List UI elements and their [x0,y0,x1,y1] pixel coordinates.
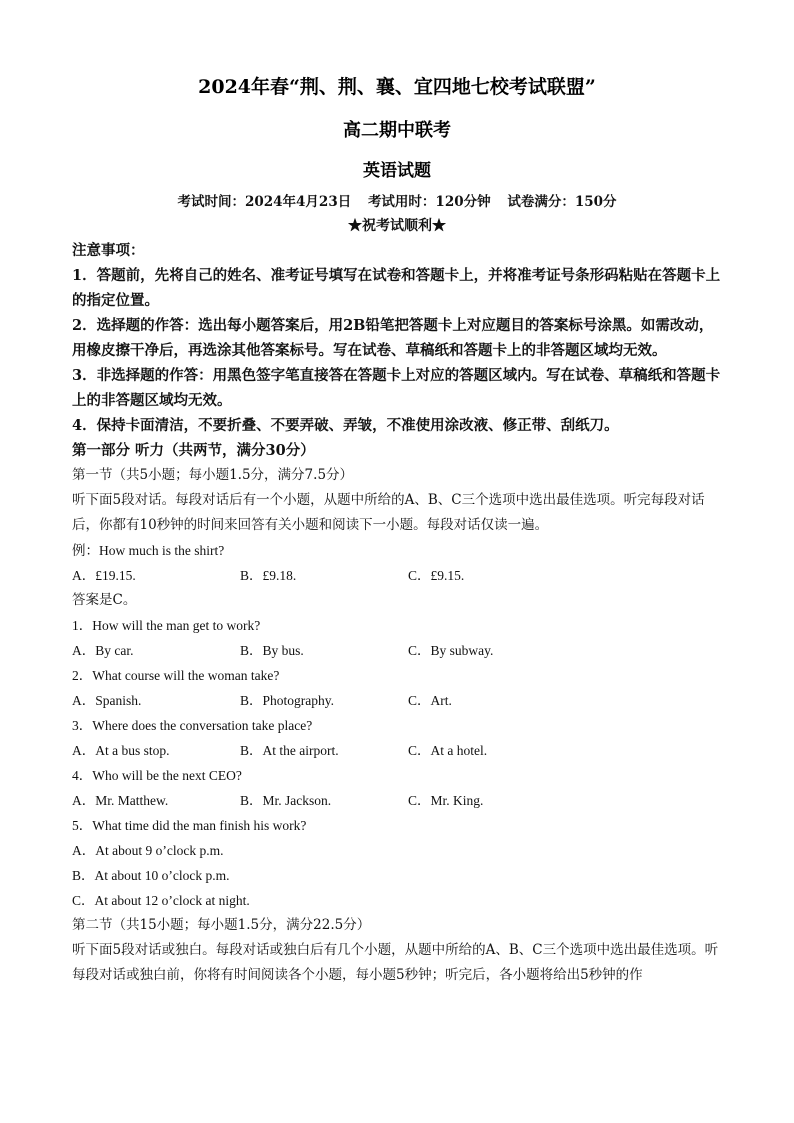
section1-heading: 第一节（共5小题；每小题1.5分，满分7.5分） [72,467,354,483]
notes-heading: 注意事项： [72,242,145,259]
exam-date: 考试时间：2024年4月23日 [177,194,352,210]
question-4: 4．Who will be the next CEO? [72,768,242,783]
option-c: C．£9.15. [408,568,465,583]
question-2-options [72,688,722,713]
section2-instructions: 听下面5段对话或独白。每段对话或独白后有几个小题，从题中所给的A、B、C三个选项中选出最佳选项。听每段对话或独白前，你将有时间阅读各个小题，每小题5秒钟；听完后，各小题将给出5秒钟的作 [72,942,719,983]
option-b: B．Mr. Jackson. [240,793,332,808]
exam-score: 试卷满分：150分 [507,194,617,210]
option-c: C．Mr. King. [408,793,484,808]
option-b: B．At the airport. [240,743,339,758]
exam-info-line [0,190,794,210]
option-a: A．By car. [72,643,134,658]
question-4-options [72,788,722,813]
question-5-option-a: A．At about 9 o’clock p.m. [72,843,224,858]
example-options [72,563,722,588]
option-c: C．Art. [408,693,452,708]
section1-instructions: 听下面5段对话。每段对话后有一个小题，从题中所给的A、B、C三个选项中选出最佳选项。听完每段对话后，你都有10秒钟的时间来回答有关小题和阅读下一小题。每段对话仅读一遍。 [72,492,705,533]
question-1-options [72,638,722,663]
note-item-2: 2．选择题的作答：选出每小题答案后，用2B铅笔把答题卡上对应题目的答案标号涂黑。如需改动，用橡皮擦干净后，再选涂其他答案标号。写在试卷、草稿纸和答题卡上的非答题区域均无效。 [72,317,714,359]
notes-section [72,238,722,988]
question-3-options [72,738,722,763]
question-1: 1．How will the man get to work? [72,618,261,633]
exam-duration: 考试用时：120分钟 [367,194,491,210]
option-c: C．At a hotel. [408,743,488,758]
exam-title-line2: 高二期中联考 [343,120,451,141]
good-luck-line: ★祝考试顺利★ [348,218,446,234]
question-5: 5．What time did the man finish his work? [72,818,307,833]
example-answer: 答案是C。 [72,592,137,608]
option-a: A．Mr. Matthew. [72,793,169,808]
option-b: B．By bus. [240,643,304,658]
section2-heading: 第二节（共15小题；每小题1.5分，满分22.5分） [72,917,371,933]
exam-title-line1: 2024年春“荆、荆、襄、宜四地七校考试联盟” [198,76,596,98]
question-5-option-b: B．At about 10 o’clock p.m. [72,868,230,883]
option-c: C．By subway. [408,643,494,658]
example-question: 例：How much is the shirt? [72,543,225,558]
part1-heading: 第一部分 听力（共两节，满分30分） [72,442,315,459]
note-item-3: 3．非选择题的作答：用黑色签字笔直接答在答题卡上对应的答题区域内。写在试卷、草稿纸和答题卡上的非答题区域均无效。 [72,367,721,409]
question-3: 3．Where does the conversation take place? [72,718,313,733]
note-item-4: 4．保持卡面清洁，不要折叠、不要弄破、弄皱，不准使用涂改液、修正带、刮纸刀。 [72,417,619,434]
option-a: A．£19.15. [72,568,136,583]
option-b: B．£9.18. [240,568,297,583]
question-2: 2．What course will the woman take? [72,668,280,683]
question-5-option-c: C．At about 12 o’clock at night. [72,893,250,908]
option-a: A．At a bus stop. [72,743,170,758]
option-a: A．Spanish. [72,693,142,708]
note-item-1: 1．答题前，先将自己的姓名、准考证号填写在试卷和答题卡上，并将准考证号条形码粘贴在答题卡上的指定位置。 [72,267,721,309]
option-b: B．Photography. [240,693,334,708]
exam-subject-title: 英语试题 [363,161,431,181]
